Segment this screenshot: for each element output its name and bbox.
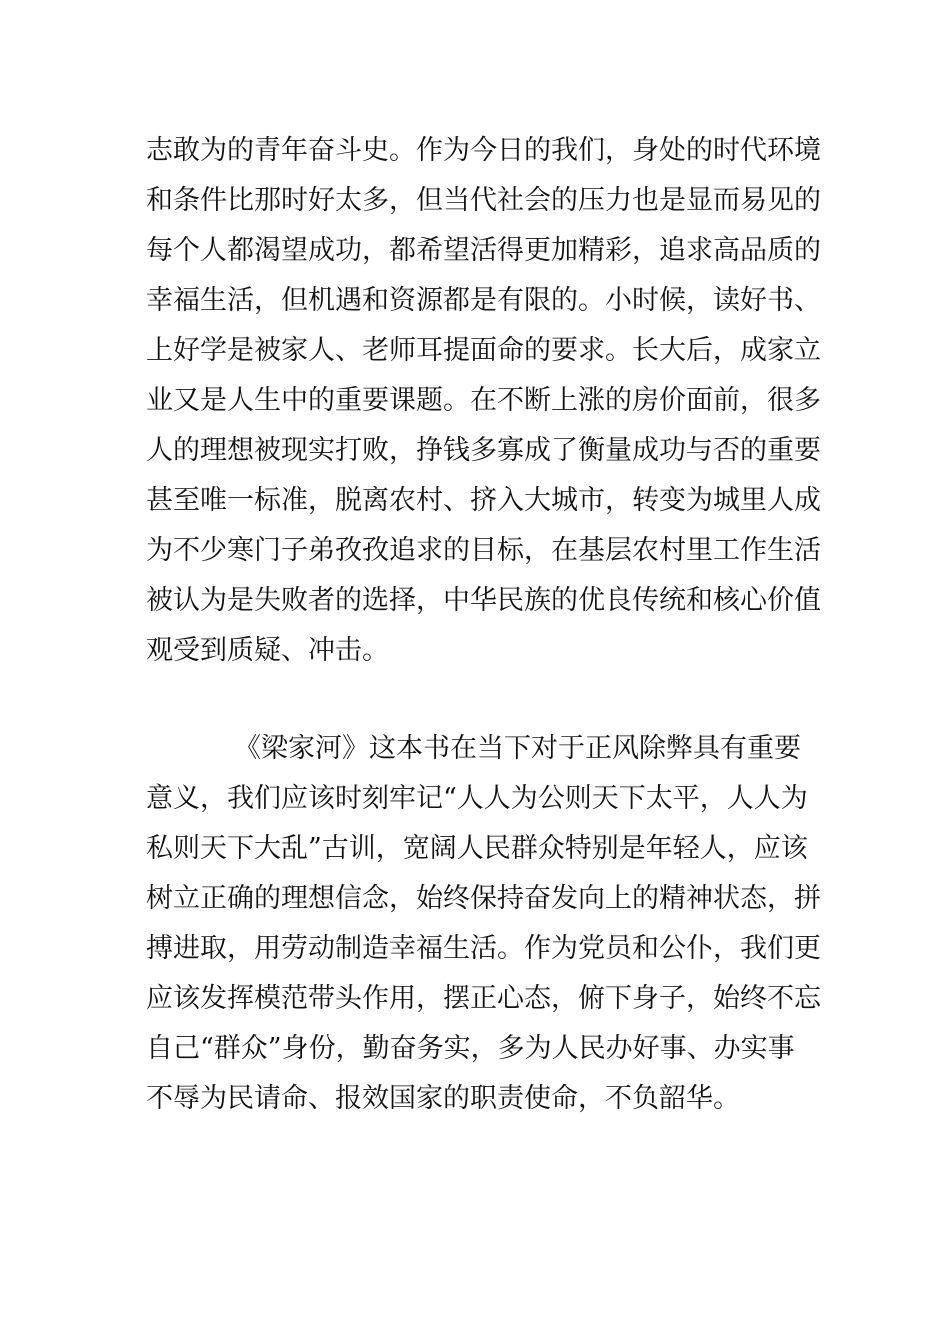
text-line: 私则天下大乱”古训，宽阔人民群众特别是年轻人，应该 <box>146 833 808 864</box>
text-line: 志敢为的青年奋斗史。作为今日的我们，身处的时代环境 <box>146 135 821 166</box>
text-line: 上好学是被家人、老师耳提面命的要求。长大后，成家立 <box>146 335 821 366</box>
paragraph-1 <box>146 126 821 676</box>
text-line: 不辱为民请命、报效国家的职责使命，不负韶华。 <box>146 1083 740 1114</box>
text-line: 幸福生活，但机遇和资源都是有限的。小时候，读好书、 <box>146 285 821 316</box>
text-line: 意义，我们应该时刻牢记“人人为公则天下太平，人人为 <box>146 783 808 814</box>
text-line: 甚至唯一标准，脱离农村、挤入大城市，转变为城里人成 <box>146 485 821 516</box>
text-line: 业又是人生中的重要课题。在不断上涨的房价面前，很多 <box>146 385 821 416</box>
text-line: 树立正确的理想信念，始终保持奋发向上的精神状态，拼 <box>146 883 821 914</box>
text-line: 搏进取，用劳动制造幸福生活。作为党员和公仆，我们更 <box>146 933 821 964</box>
text-line: 为不少寒门子弟孜孜追求的目标，在基层农村里工作生活 <box>146 535 821 566</box>
text-line: 人的理想被现实打败，挣钱多寡成了衡量成功与否的重要 <box>146 435 821 466</box>
paragraph-2 <box>146 724 821 1124</box>
text-line: 应该发挥模范带头作用，摆正心态，俯下身子，始终不忘 <box>146 983 821 1014</box>
text-line: 观受到质疑、冲击。 <box>146 635 389 666</box>
text-line: 和条件比那时好太多，但当代社会的压力也是显而易见的 <box>146 185 821 216</box>
text-line-first-indented: 《梁家河》这本书在当下对于正风除弊具有重要 <box>234 733 801 764</box>
text-line: 每个人都渴望成功，都希望活得更加精彩，追求高品质的 <box>146 235 821 266</box>
text-line: 自己“群众”身份，勤奋务实，多为人民办好事、办实事 <box>146 1033 795 1064</box>
text-line: 被认为是失败者的选择，中华民族的优良传统和核心价值 <box>146 585 821 616</box>
